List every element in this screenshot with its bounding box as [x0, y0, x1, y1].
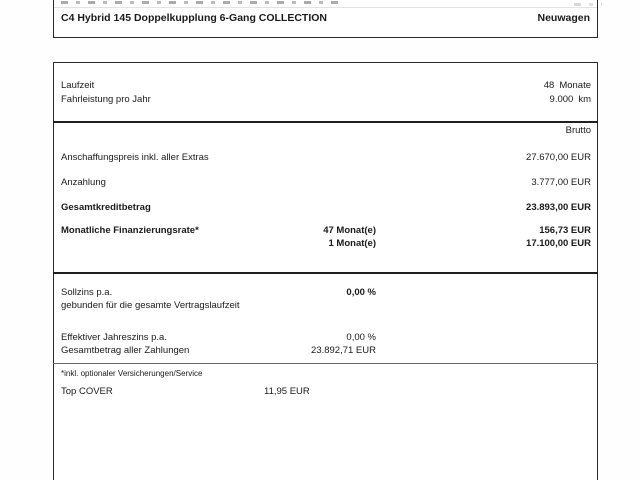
- laufzeit-value: 48 Monate: [543, 80, 591, 91]
- term-row-laufzeit: [61, 80, 591, 92]
- anzahlung-label: Anzahlung: [61, 177, 106, 188]
- sollzins-label: Sollzins p.a.: [61, 287, 113, 298]
- gesamtbetrag-value: 23.892,71 EUR: [311, 345, 376, 356]
- vehicle-header-box: [53, 0, 598, 38]
- service-row: [61, 386, 591, 398]
- service-amount: 11,95 EUR: [264, 386, 310, 397]
- column-header-row: [61, 125, 591, 137]
- sollzins-note-row: [61, 300, 591, 312]
- gesamtbetrag-label: Gesamtbetrag aller Zahlungen: [61, 345, 190, 356]
- rate-row-2: [61, 238, 591, 250]
- rate-amount-1: 156,73 EUR: [539, 225, 591, 236]
- section-divider: [53, 121, 598, 123]
- fahrleistung-value: 9.000 km: [549, 94, 591, 105]
- laufzeit-label: Laufzeit: [61, 80, 95, 91]
- anzahlung-amount: 3.777,00 EUR: [531, 177, 591, 188]
- sollzins-value: 0,00 %: [346, 287, 376, 298]
- rate-term-1: 47 Monat(e): [323, 225, 376, 236]
- service-label: Top COVER: [61, 386, 113, 397]
- vehicle-condition-badge: Neuwagen: [537, 12, 590, 24]
- price-row-anzahlung: [61, 177, 591, 189]
- anschaffungspreis-amount: 27.670,00 EUR: [526, 152, 591, 163]
- effektivzins-row: [61, 332, 591, 344]
- price-row-gesamtkreditbetrag: [61, 202, 591, 214]
- section-divider: [53, 272, 598, 274]
- price-row-anschaffungspreis: [61, 152, 591, 164]
- term-row-fahrleistung: [61, 94, 591, 106]
- fahrleistung-label: Fahrleistung pro Jahr: [61, 94, 151, 105]
- footnote-text: *inkl. optionaler Versicherungen/Service: [61, 369, 203, 378]
- anschaffungspreis-label: Anschaffungspreis inkl. aller Extras: [61, 152, 209, 163]
- gesamtbetrag-row: [61, 345, 591, 357]
- clipped-text-remnant-right: [574, 3, 602, 6]
- effektivzins-label: Effektiver Jahreszins p.a.: [61, 332, 167, 343]
- rate-label: Monatliche Finanzierungsrate*: [61, 225, 199, 236]
- clipped-rule: [54, 7, 597, 8]
- sollzins-row: [61, 287, 591, 299]
- rate-row-1: [61, 225, 591, 237]
- footnote-row: [61, 368, 591, 380]
- vehicle-title: C4 Hybrid 145 Doppelkupplung 6-Gang COLLECTION: [61, 12, 328, 24]
- footnote-divider: [53, 363, 598, 364]
- effektivzins-value: 0,00 %: [346, 332, 376, 343]
- financing-details-box: [53, 62, 598, 480]
- gesamtkreditbetrag-amount: 23.893,00 EUR: [526, 202, 591, 213]
- gesamtkreditbetrag-label: Gesamtkreditbetrag: [61, 202, 151, 213]
- clipped-text-remnant: [61, 1, 346, 4]
- sollzins-note: gebunden für die gesamte Vertragslaufzeit: [61, 300, 240, 311]
- rate-term-2: 1 Monat(e): [328, 238, 376, 249]
- brutto-column-header: Brutto: [565, 125, 591, 136]
- rate-amount-2: 17.100,00 EUR: [526, 238, 591, 249]
